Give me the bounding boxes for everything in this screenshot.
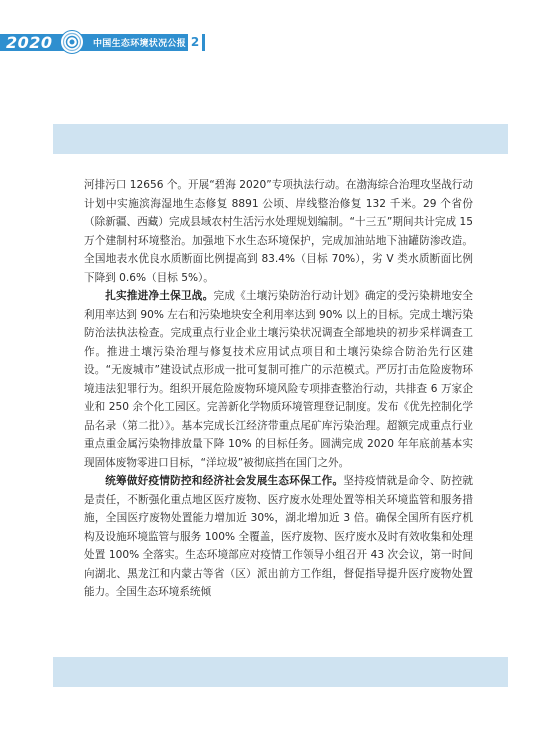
paragraph-3 — [84, 472, 473, 602]
page-number: 2 — [188, 34, 202, 51]
page-header — [0, 0, 540, 75]
paragraph-2-lead: 扎实推进净土保卫战。 — [105, 290, 214, 302]
paragraph-1-text: 河排污口 12656 个。开展“碧海 2020”专项执法行动。在渤海综合治理攻坚战行动计划中实施滨海湿地生态修复 8891 公顷、岸线整治修复 132 千米。29 个省份（除新疆、西藏）完成县域农村生活污水处理规划编制。“十三五”期间共计完成 15 万个建制村环境整治。加强地下水生态环境保护，完成加油站地下油罐防渗改造。全国地表水优良水质断面比例提高到 83.4%（目标 70%），劣 V 类水质断面比例下降到 0.6%（目标 5%）。 — [84, 179, 473, 284]
body-text — [84, 176, 473, 602]
paragraph-3-lead: 统筹做好疫情防控和经济社会发展生态环保工作。 — [105, 475, 344, 487]
paragraph-2-text: 完成《土壤污染防治行动计划》确定的受污染耕地安全利用率达到 90% 左右和污染地块安全利用率达到 90% 以上的目标。完成土壤污染防治法执法检查。完成重点行业企业土壤污染状况调查全部地块的初步采样调查工作。推进土壤污染治理与修复技术应用试点项目和土壤污染综合防治先行区建设。“无废城市”建设试点形成一批可复制可推广的示范模式。严厉打击危险废物环境违法犯罪行为。组织开展危险废物环境风险专项排查整治行动，共排查 6 万家企业和 250 余个化工园区。完善新化学物质环境管理登记制度。发布《优先控制化学品名录（第二批）》。基本完成长江经济带重点尾矿库污染治理。超额完成重点行业重点重金属污染物排放量下降 10% 的目标任务。圆满完成 2020 年年底前基本实现固体废物零进口目标，“洋垃圾”被彻底挡在国门之外。 — [84, 290, 473, 469]
top-color-band — [53, 124, 508, 154]
paragraph-1 — [84, 176, 473, 287]
report-year: 2020 — [6, 33, 53, 52]
paragraph-2 — [84, 287, 473, 472]
paragraph-3-text: 坚持疫情就是命令、防控就是责任，不断强化重点地区医疗废物、医疗废水处理处置等相关环境监管和服务措施，全国医疗废物处置能力增加近 30%，湖北增加近 3 倍。确保全国所有医疗机构及设施环境监管与服务 100% 全覆盖，医疗废物、医疗废水及时有效收集和处理处置 100% 全落实。生态环境部应对疫情工作领导小组召开 43 次会议，第一时间向湖北、黑龙江和内蒙古等省（区）派出前方工作组，督促指导提升医疗废物处置能力。全国生态环境系统倾 — [84, 475, 474, 598]
bottom-color-band — [53, 657, 508, 687]
circle-logo-icon — [60, 30, 84, 54]
report-title: 中国生态环境状况公报 — [93, 39, 187, 49]
